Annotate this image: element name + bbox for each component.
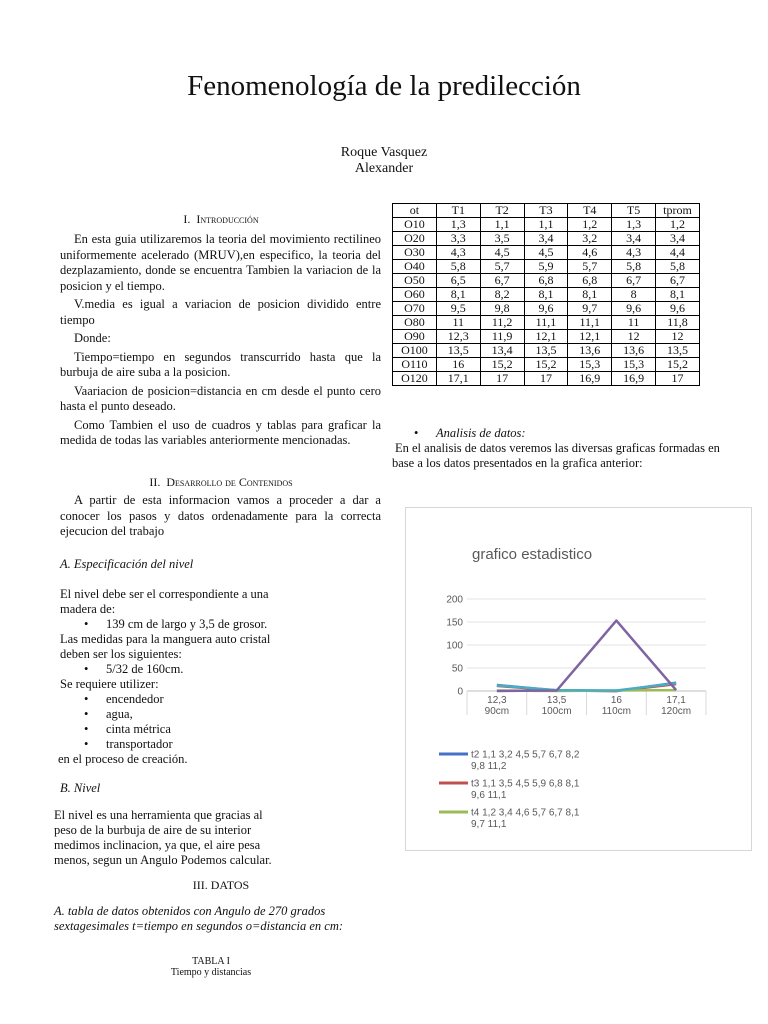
table-cell: 1,2 [656, 218, 700, 232]
table-cell: 11,9 [480, 330, 524, 344]
paragraph: El nivel debe ser el correspondiente a una madera de: [60, 587, 269, 616]
chart-title: grafico estadistico [472, 546, 593, 563]
table-cell: 4,6 [568, 246, 612, 260]
table-cell: 3,3 [436, 232, 480, 246]
x-tick-label: 110cm [601, 706, 632, 717]
table-cell: 9,8 [480, 302, 524, 316]
table-cell: O80 [393, 316, 437, 330]
table-cell: 17 [480, 372, 524, 386]
table-cell: 9,6 [656, 302, 700, 316]
section-title: Desarrollo de Contenidos [166, 475, 293, 489]
table-cell: O90 [393, 330, 437, 344]
table-cell: 15,2 [656, 358, 700, 372]
table-row [393, 358, 700, 372]
data-table [392, 203, 700, 386]
section-title: Introducción [196, 212, 259, 226]
list-item: • 139 cm de largo y 3,5 de grosor. [106, 617, 290, 632]
table-cell: 1,3 [436, 218, 480, 232]
section-heading [60, 212, 382, 227]
table-cell: 5,9 [524, 260, 568, 274]
table-cell: 8,2 [480, 288, 524, 302]
x-tick-label: 100cm [541, 706, 572, 717]
x-tick-label: 12,3 [487, 695, 507, 706]
table-cell: 17 [524, 372, 568, 386]
legend-label: t2 1,1 3,2 4,5 5,7 6,7 8,2 [471, 749, 580, 761]
table-row [393, 274, 700, 288]
legend-label: 9,7 11,1 [471, 819, 507, 830]
paragraph: Tiempo=tiempo en segundos transcurrido hasta que la burbuja de aire suba a la posicion. [60, 349, 381, 379]
section-heading: III. DATOS [192, 878, 250, 892]
table-cell: 11,1 [568, 316, 612, 330]
paragraph: Donde: [74, 331, 111, 345]
table-row [393, 344, 700, 358]
table-cell: 17 [656, 372, 700, 386]
table-cell: 12,1 [524, 330, 568, 344]
table-cell: 16,9 [612, 372, 656, 386]
table-cell: 6,5 [436, 274, 480, 288]
table-cell: 4,5 [480, 246, 524, 260]
table-cell: 3,4 [656, 232, 700, 246]
paragraph: El nivel es una herramienta que gracias al peso de la burbuja de aire de su interior medimos inclinacion, ya que, el aire pesa menos, segun un Angulo Podemos calcular. [54, 808, 272, 867]
table-cell: 8,1 [656, 288, 700, 302]
table-cell: O110 [393, 358, 437, 372]
table-cell: 3,4 [524, 232, 568, 246]
table-cell: O120 [393, 372, 437, 386]
analisis-heading [392, 426, 722, 441]
table-cell: 5,8 [612, 260, 656, 274]
list-item: • 5/32 de 160cm. [106, 662, 290, 677]
table-cell: 15,3 [568, 358, 612, 372]
nivel-spec [60, 587, 290, 767]
table-cell: 8,1 [568, 288, 612, 302]
table-cell: 9,6 [612, 302, 656, 316]
table-cell: 5,8 [436, 260, 480, 274]
subsection-heading: B. Nivel [60, 781, 101, 795]
section-number: I. [183, 212, 191, 226]
table-cell: O70 [393, 302, 437, 316]
table-cell: 6,8 [568, 274, 612, 288]
table-cell: 5,7 [568, 260, 612, 274]
table-cell: 9,7 [568, 302, 612, 316]
table-cell: O60 [393, 288, 437, 302]
y-tick-label: 50 [451, 663, 463, 675]
bullet-list [60, 617, 290, 632]
section-body [60, 232, 381, 449]
table-cell: 9,5 [436, 302, 480, 316]
paragraph: en el proceso de creación. [58, 752, 188, 766]
table-cell: 3,2 [568, 232, 612, 246]
table-cell: 13,5 [656, 344, 700, 358]
author-name: Alexander [354, 161, 414, 176]
table-cell: 11 [436, 316, 480, 330]
table-caption: Tiempo y distancias [170, 967, 252, 978]
table-row [393, 330, 700, 344]
table-cell: 11,8 [656, 316, 700, 330]
table-cell: 4,4 [656, 246, 700, 260]
table-header-cell: tprom [656, 204, 700, 218]
table-header-cell: T3 [524, 204, 568, 218]
paragraph: En esta guia utilizaremos la teoria del movimiento rectilineo uniformemente acelerado (MRUV),en especifico, la teoria del dezplazamiento, donde se encuentra Tambien la variacion de la posicion y el tiempo. [60, 232, 381, 293]
table-cell: 15,3 [612, 358, 656, 372]
table-cell: 5,7 [480, 260, 524, 274]
table-cell: 3,5 [480, 232, 524, 246]
y-tick-label: 100 [446, 640, 463, 652]
table-cell: 5,8 [656, 260, 700, 274]
table-cell: 13,6 [568, 344, 612, 358]
table-cell: 8,1 [436, 288, 480, 302]
table-header-cell: T4 [568, 204, 612, 218]
x-tick-label: 16 [610, 695, 622, 706]
table-cell: 16,9 [568, 372, 612, 386]
table-header-row [393, 204, 700, 218]
table-cell: 12,3 [436, 330, 480, 344]
table-cell: O50 [393, 274, 437, 288]
paragraph: Las medidas para la manguera auto cristal deben ser los siguientes: [60, 632, 271, 661]
y-tick-label: 0 [457, 686, 463, 698]
list-item: • cinta métrica [106, 722, 290, 737]
table-header-cell: T1 [436, 204, 480, 218]
analisis-heading-text: Analisis de datos: [436, 426, 526, 440]
table-cell: 13,5 [436, 344, 480, 358]
table-cell: 17,1 [436, 372, 480, 386]
bullet-icon: • [414, 426, 419, 440]
author-name: Roque Vasquez [340, 145, 428, 160]
y-tick-label: 150 [446, 617, 463, 629]
section-number: II. [149, 475, 161, 489]
table-cell: 6,7 [480, 274, 524, 288]
table-row [393, 232, 700, 246]
table-row [393, 372, 700, 386]
table-cell: O100 [393, 344, 437, 358]
table-cell: 4,3 [612, 246, 656, 260]
list-item: • agua, [106, 707, 290, 722]
table-cell: 6,8 [524, 274, 568, 288]
legend-label: t4 1,2 3,4 4,6 5,7 6,7 8,1 [471, 807, 580, 819]
table-cell: 12 [656, 330, 700, 344]
analisis-block [392, 426, 722, 471]
table-cell: O40 [393, 260, 437, 274]
table-cell: 8,1 [524, 288, 568, 302]
list-item: • encendedor [106, 692, 290, 707]
table-cell: O10 [393, 218, 437, 232]
paragraph: Como Tambien el uso de cuadros y tablas para graficar la medida de todas las variables anteriormente mencionadas. [60, 417, 381, 447]
legend-label: 9,8 11,2 [471, 761, 507, 772]
table-cell: 13,6 [612, 344, 656, 358]
y-tick-label: 200 [446, 594, 463, 606]
table-cell: O20 [393, 232, 437, 246]
table-row [393, 260, 700, 274]
table-cell: 15,2 [524, 358, 568, 372]
table-header-cell: T2 [480, 204, 524, 218]
table-cell: 1,1 [480, 218, 524, 232]
table-cell: 11 [612, 316, 656, 330]
x-tick-label: 90cm [484, 706, 510, 717]
x-tick-label: 120cm [661, 706, 692, 717]
table-row [393, 316, 700, 330]
table-cell: 15,2 [480, 358, 524, 372]
table-row [393, 246, 700, 260]
table-cell: 6,7 [612, 274, 656, 288]
table-cell: 3,4 [612, 232, 656, 246]
bullet-list [60, 692, 290, 752]
subsection-heading: A. Especificación del nivel [60, 557, 194, 571]
legend-label: 9,6 11,1 [471, 790, 507, 801]
table-cell: 9,6 [524, 302, 568, 316]
table-cell: 12 [612, 330, 656, 344]
paragraph: V.media es igual a variacion de posicion dividido entre tiempo [60, 297, 381, 327]
x-tick-label: 13,5 [546, 695, 567, 706]
table-row [393, 218, 700, 232]
table-cell: 11,1 [524, 316, 568, 330]
table-cell: 4,5 [524, 246, 568, 260]
list-item: • transportador [106, 737, 290, 752]
table-cell: 8 [612, 288, 656, 302]
table-cell: 1,3 [612, 218, 656, 232]
bullet-list [60, 662, 290, 677]
paragraph: Se requiere utilizer: [60, 677, 159, 691]
table-header-cell: T5 [612, 204, 656, 218]
table-header-cell: ot [393, 204, 437, 218]
subsection-heading: A. tabla de datos obtenidos con Angulo de 270 grados sextagesimales t=tiempo en segundos o=distancia en cm: [54, 904, 344, 933]
table-cell: 4,3 [436, 246, 480, 260]
series-line [497, 621, 676, 691]
table-cell: 1,1 [524, 218, 568, 232]
table-cell: O30 [393, 246, 437, 260]
legend-label: t3 1,1 3,5 4,5 5,9 6,8 8,1 [471, 778, 580, 790]
paragraph: A partir de esta informacion vamos a proceder a dar a conocer los pasos y datos ordenadamente para la correcta ejecucion del trabajo [60, 493, 381, 538]
table-cell: 6,7 [656, 274, 700, 288]
table-row [393, 288, 700, 302]
line-chart [406, 508, 751, 850]
table-cell: 13,4 [480, 344, 524, 358]
chart-container [405, 507, 752, 851]
table-cell: 1,2 [568, 218, 612, 232]
section-heading [60, 475, 382, 490]
x-tick-label: 17,1 [666, 695, 686, 706]
table-cell: 16 [436, 358, 480, 372]
table-cell: 11,2 [480, 316, 524, 330]
page-title: Fenomenología de la predilección [187, 70, 581, 102]
table-row [393, 302, 700, 316]
paragraph: Vaariacion de posicion=distancia en cm desde el punto cero hasta el punto deseado. [60, 383, 381, 413]
table-cell: 12,1 [568, 330, 612, 344]
table-cell: 13,5 [524, 344, 568, 358]
table-label: TABLA I [192, 956, 230, 967]
paragraph: En el analisis de datos veremos las diversas graficas formadas en base a los datos presentados en la grafica anterior: [392, 441, 720, 470]
